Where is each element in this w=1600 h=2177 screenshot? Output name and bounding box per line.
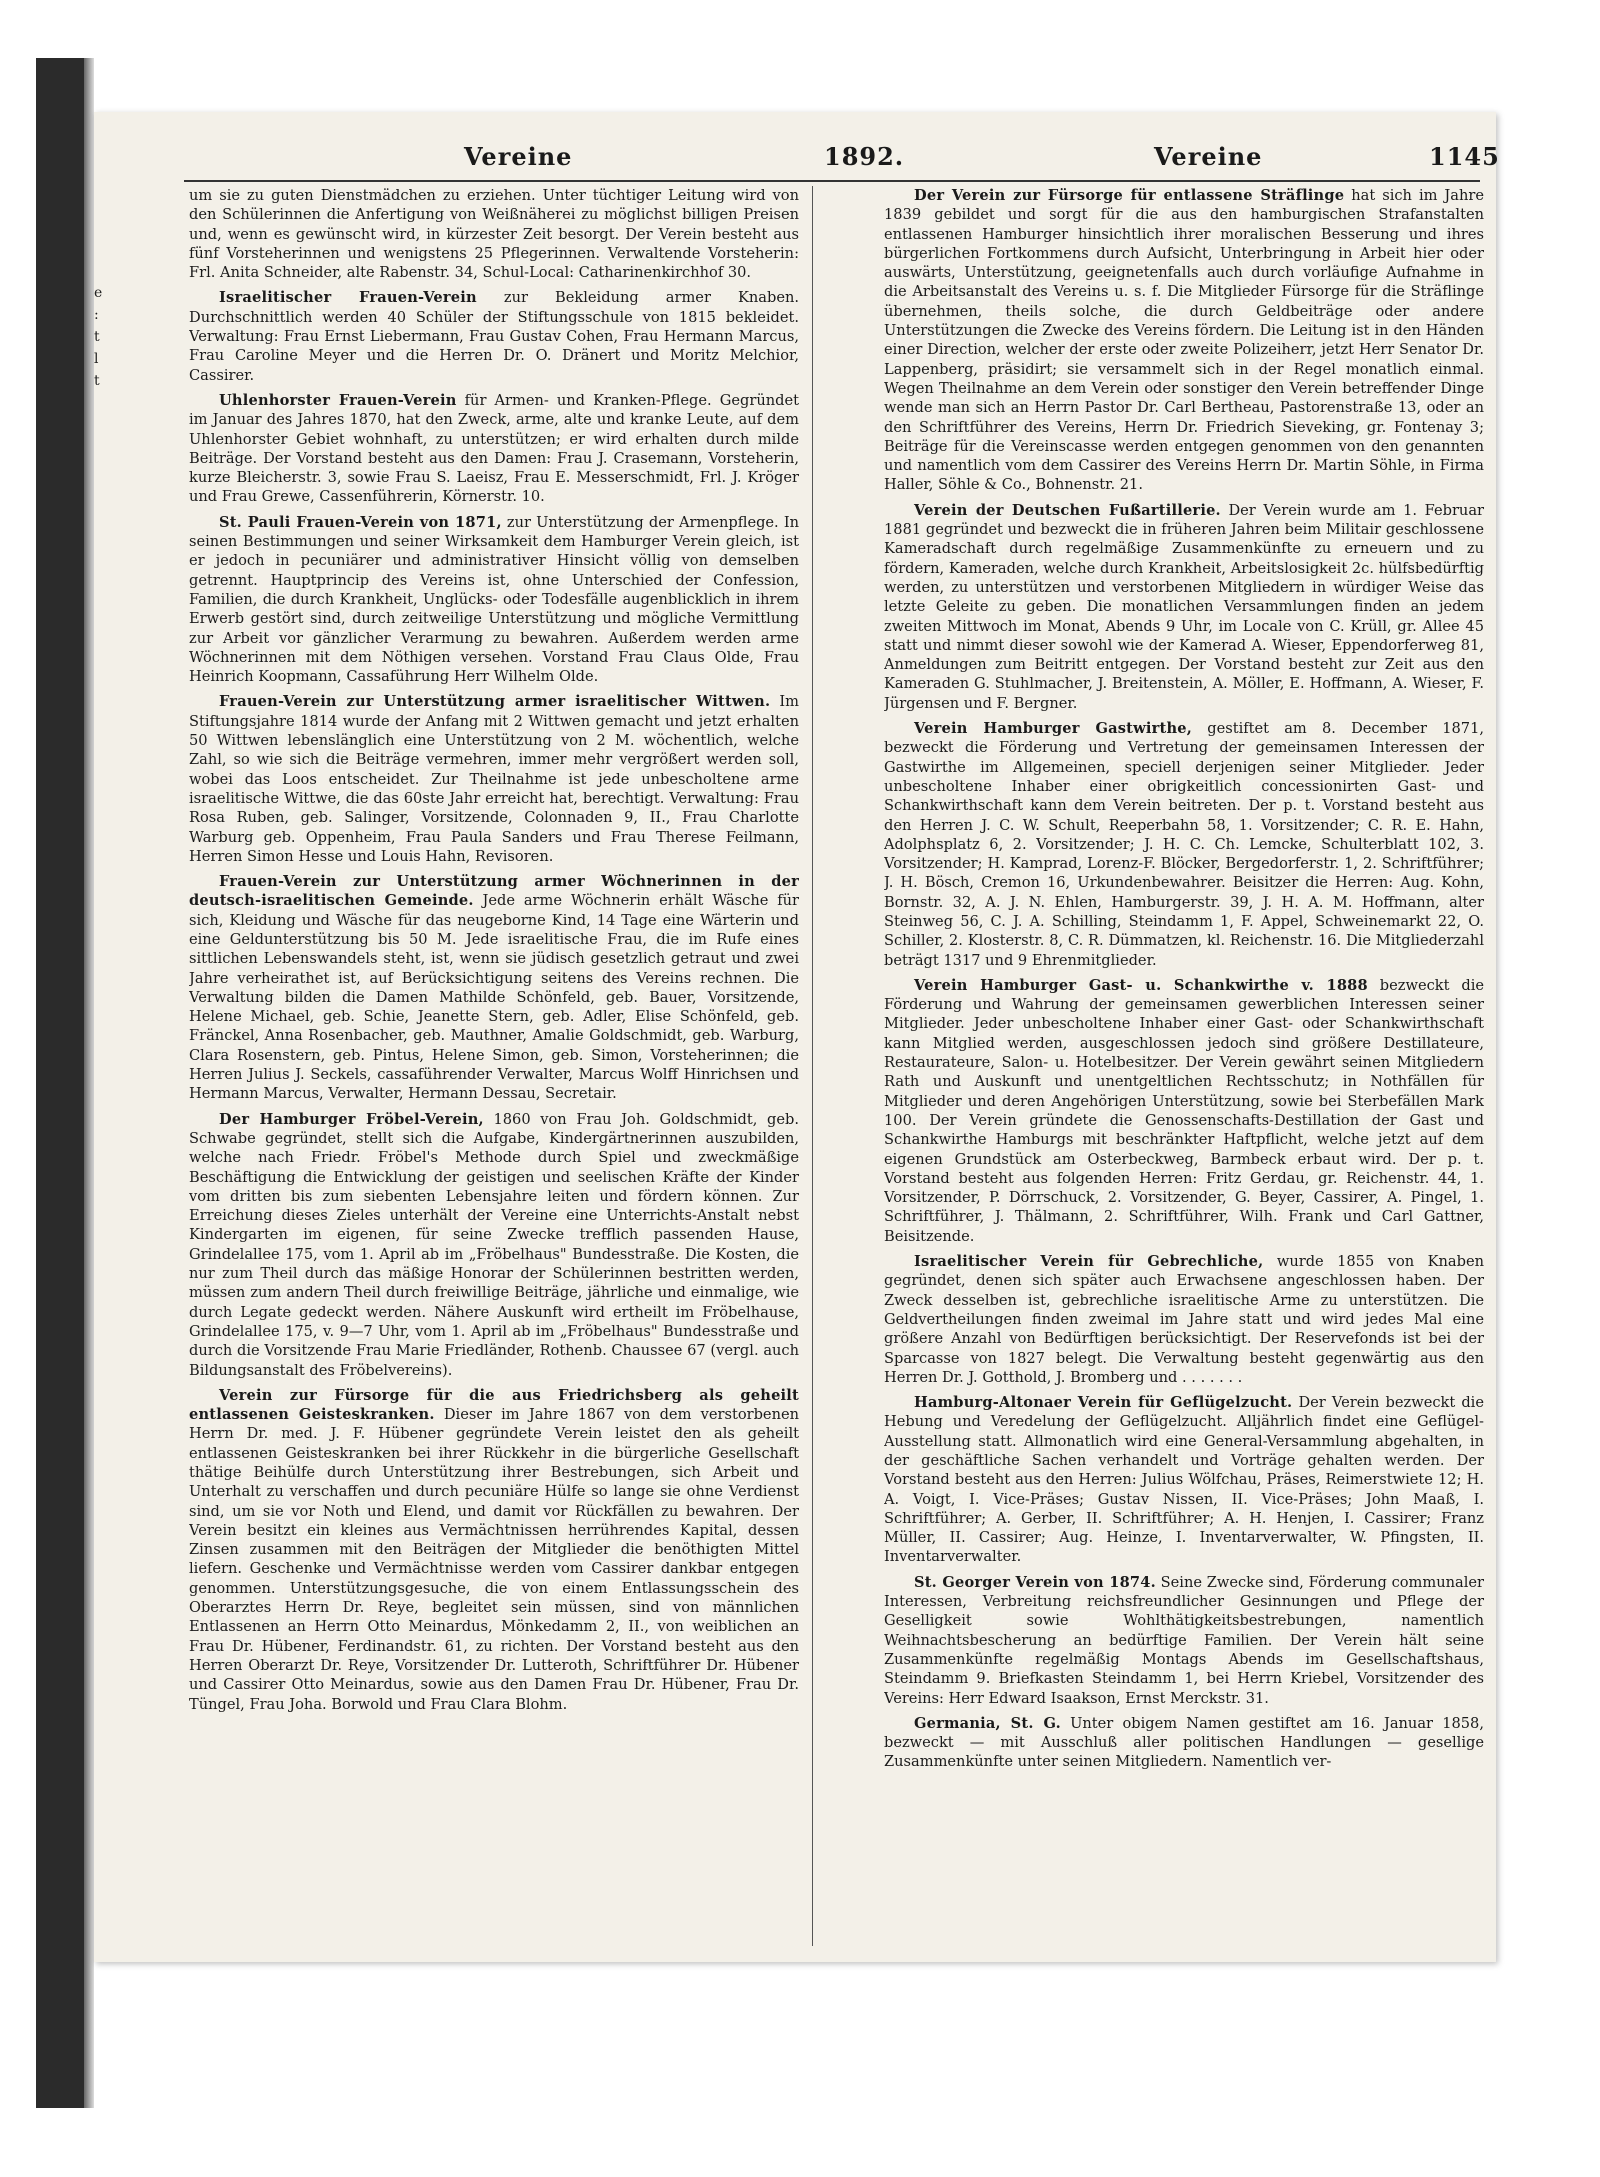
entry-uhlenhorster-frauen-verein: Uhlenhorster Frauen-Verein für Armen- und Kranken-Pflege. Gegründet im Januar des Jahres 1870, hat den Zweck, arme, alte und kranke Leute, auf dem Uhlenhorster Gebiet wohnhaft, zu unterstützen; er wird erhalten durch milde Beiträge. Der Vorstand besteht aus den Damen: Frau J. Crasemann, Vorsteherin, kurze Bleicherstr. 3, sowie Frau S. Laeisz, Frau E. Messerschmidt, Frl. J. Kröger und Frau Grewe, Cassenführerin, Körnerstr. 10.	[189, 391, 799, 506]
column-divider	[812, 186, 813, 1946]
margin-mark: t	[94, 329, 100, 345]
header-left-title: Vereine	[464, 142, 573, 171]
entry-gastwirthe-verein: Verein Hamburger Gastwirthe, gestiftet am 8. December 1871, bezweckt die Förderung und Vertretung der gemeinsamen Interessen der Gastwirthe im Allgemeinen, speciell derjenigen seiner Mitglieder. Jeder unbescholtene Inhaber einer obrigkeitlich concessionirten Gast- und Schankwirthschaft kann dem Verein beitreten. Der p. t. Vorstand besteht aus den Herren J. C. W. Schult, Reeperbahn 58, 1. Vorsitzender; C. R. E. Hahn, Adolphsplatz 6, 2. Vorsitzender; J. H. C. Ch. Lemcke, Schulterblatt 102, 3. Vorsitzender; H. Kamprad, Lorenz-F. Blöcker, Bergedorferstr. 1, 2. Schriftführer; J. H. Bösch, Cremon 16, Urkundenbewahrer. Beisitzer die Herren: Aug. Kohn, Bornstr. 32, A. J. N. Ehlen, Hamburgerstr. 39, J. H. A. M. Hoffmann, alter Steinweg 56, C. J. A. Schilling, Steindamm 1, F. Appel, Schweinemarkt 22, O. Schiller, 2. Klosterstr. 8, C. R. Dümmatzen, kl. Reichenstr. 16. Die Mitgliederzahl beträgt 1317 und 9 Ehrenmitglieder.	[884, 720, 1484, 969]
entry-froebel-verein: Der Hamburger Fröbel-Verein, 1860 von Frau Joh. Goldschmidt, geb. Schwabe gegründet, stellt sich die Aufgabe, Kindergärtnerinnen auszubilden, welche nach Friedr. Fröbel's Methode durch Spiel und zweckmäßige Beschäftigung die Entwicklung der geistigen und seelischen Kräfte der Kinder vom dritten bis zum siebenten Lebensjahre leiten und fördern können. Zur Erreichung dieses Zieles unterhält der Vereine eine Unterrichts-Anstalt nebst Kindergarten im eigenen, für seine Zwecke trefflich passenden Hause, Grindelallee 175, vom 1. April ab im „Fröbelhaus" Bundesstraße. Die Kosten, die nur zum Theil durch das mäßige Honorar der Schülerinnen bestritten werden, müssen zum andern Theil durch freiwillige Beiträge, jährliche und einmalige, wie durch Legate gedeckt werden. Nähere Auskunft wird ertheilt im Fröbelhause, Grindelallee 175, v. 9—7 Uhr, vom 1. April ab im „Fröbelhaus" Bundesstraße und durch die Vorsitzende Frau Marie Friedländer, Rothenb. Chaussee 67 (vergl. auch Bildungsanstalt des Fröbelvereins).	[189, 1110, 799, 1379]
page-number: 1145	[1429, 142, 1500, 171]
entry-continuation: um sie zu guten Dienstmädchen zu erziehen. Unter tüchtiger Leitung wird von den Schülerinnen die Anfertigung von Weißnäherei zu möglichst billigen Preisen und, wenn es gewünscht wird, in kürzester Zeit besorgt. Der Verein besteht aus fünf Vorsteherinnen und wenigstens 25 Pflegerinnen. Verwaltende Vorsteherin: Frl. Anita Schneider, alte Rabenstr. 34, Schul-Local: Catharinenkirchhof 30.	[189, 187, 799, 282]
book-spine	[36, 58, 84, 2108]
entry-straeflinge-verein: Der Verein zur Fürsorge für entlassene Sträflinge hat sich im Jahre 1839 gebildet und sorgt für die aus den hamburgischen Strafanstalten entlassenen Hamburger hinsichtlich ihrer moralischen Besserung und ihres bürgerlichen Fortkommens durch Aufsicht, Unterbringung in Arbeit hier oder auswärts, Unterstützung, geeignetenfalls auch durch vorläufige Aufnahme in die Arbeitsanstalt des Vereins u. s. f. Die Mitglieder Fürsorge für die Sträflinge übernehmen, theils solche, die durch Geldbeiträge oder andere Unterstützungen die Zwecke des Vereins fördern. Die Leitung ist in den Händen einer Direction, welcher der erste oder zweite Polizeiherr, jetzt Herr Senator Dr. Lappenberg, präsidirt; sie versammelt sich in der Regel monatlich einmal. Wegen Theilnahme an dem Verein oder sonstiger den Verein betreffender Dinge wende man sich an Herrn Pastor Dr. Carl Bertheau, Pastorenstraße 13, oder an den Schriftführer des Vereins, Herrn Dr. Friedrich Sieveking, gr. Fontenay 3; Beiträge für die Vereinscasse werden entgegen genommen von den genannten und namentlich vom dem Cassirer des Vereins Herrn Dr. Martin Söhle, in Firma Haller, Söhle & Co., Bohnenstr. 21.	[884, 187, 1484, 494]
header-rule	[184, 180, 1480, 182]
margin-mark: e	[94, 285, 103, 301]
margin-mark: l	[94, 351, 99, 367]
entry-gebrechliche-verein: Israelitischer Verein für Gebrechliche, wurde 1855 von Knaben gegründet, denen sich später auch Erwachsene angeschlossen haben. Der Zweck desselben ist, gebrechliche israelitische Arme zu unterstützen. Die Geldvertheilungen finden zweimal im Jahre statt und wird jedes Mal eine größere Anzahl von Bedürftigen berücksichtigt. Der Reservefonds ist bei der Sparcasse von 1827 belegt. Die Verwaltung besteht gegenwärtig aus den Herren Dr. J. Gotthold, J. Bromberg und . . . . . . .	[884, 1253, 1484, 1386]
entry-woechnerinnen-verein: Frauen-Verein zur Unterstützung armer Wöchnerinnen in der deutsch-israelitischen Gemeinde. Jede arme Wöchnerin erhält Wäsche für sich, Kleidung und Wäsche für das neugeborne Kind, 14 Tage eine Wärterin und eine Geldunterstützung bis 50 M. Jede israelitische Frau, die im Rufe eines sittlichen Lebenswandels steht, ist, wenn sie jüdisch gesetzlich getraut und zwei Jahre verheirathet ist, auf Berücksichtigung seitens des Vereins rechnen. Die Verwaltung bilden die Damen Mathilde Schönfeld, geb. Bauer, Vorsitzende, Helene Michael, geb. Schie, Jeanette Stern, geb. Adler, Elise Schönfeld, geb. Fränckel, Anna Rosenbacher, geb. Mauthner, Amalie Goldschmidt, geb. Warburg, Clara Rosenstern, geb. Pintus, Helene Simon, geb. Simon, Vorsteherinnen; die Herren Julius J. Seckels, cassaführender Verwalter, Marcus Wolff Hinrichsen und Hermann Marcus, Verwalter, Hermann Dessau, Secretair.	[189, 873, 799, 1103]
entry-geisteskranken-verein: Verein zur Fürsorge für die aus Friedrichsberg als geheilt entlassenen Geisteskranken. Dieser im Jahre 1867 von dem verstorbenen Herrn Dr. med. J. F. Hübener gegründete Verein leistet den als geheilt entlassenen Geisteskranken bei ihrer Rückkehr in die bürgerliche Gesellschaft thätige Beihülfe durch Unterstützung ihrer Bestrebungen, sich Arbeit und Unterhalt zu verschaffen und durch pecuniäre Hülfe so lange sie ohne Verdienst sind, um sie vor Noth und Elend, und damit vor Rückfällen zu bewahren. Der Verein besitzt ein kleines aus Vermächtnissen herrührendes Kapital, dessen Zinsen zusammen mit den Beiträgen der Mitglieder die benöthigten Mittel liefern. Geschenke und Vermächtnisse werden vom Cassirer dankbar entgegen genommen. Unterstützungsgesuche, die von einem Entlassungsschein des Oberarztes Herrn Dr. Reye, begleitet sein müssen, sind von männlichen Entlassenen an Herrn Otto Meinardus, Mönkedamm 2, II., von weiblichen an Frau Dr. Hübener, Ferdinandstr. 61, zu richten. Der Vorstand besteht aus den Herren Oberarzt Dr. Reye, Vorsitzender Dr. Lutteroth, Schriftführer Dr. Hübener und Cassirer Otto Meinardus, sowie aus den Damen Frau Dr. Hübener, Frau Dr. Tüngel, Frau Joha. Borwold und Frau Clara Blohm.	[189, 1386, 799, 1713]
margin-marks	[94, 282, 116, 392]
right-column	[884, 186, 1484, 1946]
margin-mark: :	[94, 307, 99, 323]
document-page	[94, 112, 1500, 1962]
spine-shadow	[84, 58, 94, 2108]
header-right-title: Vereine	[1154, 142, 1263, 171]
header-year: 1892.	[824, 142, 905, 171]
entry-wittwen-verein: Frauen-Verein zur Unterstützung armer israelitischer Wittwen. Im Stiftungsjahre 1814 wurde der Anfang mit 2 Wittwen gemacht und jetzt erhalten 50 Wittwen lebenslänglich eine Unterstützung von 2 M. wöchentlich, welche Zahl, so wie sich die Beiträge vermehren, immer mehr vergrößert werden soll, wobei das Loos entscheidet. Zur Theilnahme ist jede unbescholtene arme israelitische Wittwe, die das 60ste Jahr erreicht hat, berechtigt. Verwaltung: Frau Rosa Ruben, geb. Salinger, Vorsitzende, Colonnaden 9, II., Frau Charlotte Warburg geb. Oppenheim, Frau Paula Sanders und Frau Therese Feilmann, Herren Simon Hesse und Louis Hahn, Revisoren.	[189, 693, 799, 865]
entry-st-pauli-frauen-verein: St. Pauli Frauen-Verein von 1871, zur Unterstützung der Armenpflege. In seinen Bestimmungen und seiner Wirksamkeit dem Hamburger Verein gleich, ist er jedoch in pecuniärer und administrativer Hinsicht völlig von demselben getrennt. Hauptprincip des Vereins ist, ohne Unterschied der Confession, Familien, die durch Krankheit, Unglücks- oder Todesfälle augenblicklich in ihrem Erwerb gestört sind, durch zeitweilige Unterstützung und mögliche Vermittlung zur Arbeit vor gänzlicher Verarmung zu bewahren. Außerdem werden arme Wöchnerinnen mit dem Nöthigen versehen. Vorstand Frau Claus Olde, Frau Heinrich Koopmann, Cassaführung Herr Wilhelm Olde.	[189, 513, 799, 686]
page-header	[164, 142, 1500, 182]
entry-israelitischer-frauen-verein: Israelitischer Frauen-Verein zur Bekleidung armer Knaben. Durchschnittlich werden 40 Schüler der Stiftungsschule von 1815 bekleidet. Verwaltung: Frau Ernst Liebermann, Frau Gustav Cohen, Frau Hermann Marcus, Frau Caroline Meyer und die Herren Dr. O. Dränert und Moritz Melchior, Cassirer.	[189, 289, 799, 384]
entry-schankwirthe-verein: Verein Hamburger Gast- u. Schankwirthe v. 1888 bezweckt die Förderung und Wahrung der gemeinsamen gewerblichen Interessen seiner Mitglieder. Jeder unbescholtene Inhaber einer Gast- oder Schankwirthschaft kann Mitglied werden, ausgeschlossen jedoch sind größere Destillateure, Restaurateure, Salon- u. Hotelbesitzer. Der Verein gewährt seinen Mitgliedern Rath und Auskunft und unentgeltlichen Rechtsschutz; in Nothfällen für Mitglieder und deren Angehörigen Unterstützung, sowie bei Sterbefällen Mark 100. Der Verein gründete die Genossenschafts-Destillation der Gast und Schankwirthe Hamburgs mit beschränkter Haftpflicht, welche jetzt auf dem eigenen Grundstück am Osterbeckweg, Barmbeck erbaut wird. Der p. t. Vorstand besteht aus folgenden Herren: Fritz Gerdau, gr. Reichenstr. 44, 1. Vorsitzender, P. Dörrschuck, 2. Vorsitzender, G. Beyer, Cassirer, A. Pingel, 1. Schriftführer, J. Thälmann, 2. Schriftführer, Wilh. Frank und Carl Gattner, Beisitzende.	[884, 976, 1484, 1245]
left-column	[189, 186, 799, 1946]
margin-mark: t	[94, 373, 100, 389]
entry-st-georger-verein: St. Georger Verein von 1874. Seine Zwecke sind, Förderung communaler Interessen, Verbreitung reichsfreundlicher Gesinnungen und Pflege der Geselligkeit sowie Wohlthätigkeitsbestrebungen, namentlich Weihnachtsbescherung an bedürftige Familien. Der Verein hält seine Zusammenkünfte regelmäßig Montags Abends im Gesellschaftshaus, Steindamm 9. Briefkasten Steindamm 1, bei Herrn Kriebel, Vorsitzender des Vereins: Herr Edward Isaakson, Ernst Merckstr. 31.	[884, 1573, 1484, 1707]
entry-fussartillerie-verein: Verein der Deutschen Fußartillerie. Der Verein wurde am 1. Februar 1881 gegründet und bezweckt die in früheren Jahren beim Militair geschlossene Kameradschaft durch regelmäßige Zusammenkünfte zu erneuern und zu fördern, Kameraden, welche durch Krankheit, Arbeitslosigkeit 2c. hülfsbedürftig werden, zu unterstützen und verstorbenen Mitgliedern in würdiger Weise das letzte Geleite zu geben. Die monatlichen Versammlungen finden an jedem zweiten Mittwoch im Monat, Abends 9 Uhr, im Locale von C. Krüll, gr. Allee 45 statt und nimmt dieser sowohl wie der Kamerad A. Wieser, Eppendorferweg 81, Anmeldungen zum Beitritt entgegen. Der Vorstand besteht zur Zeit aus den Kameraden G. Stuhlmacher, J. Breitenstein, A. Möller, E. Hoffmann, A. Wieser, F. Jürgensen und F. Bergner.	[884, 501, 1484, 712]
entry-gefluegelzucht-verein: Hamburg-Altonaer Verein für Geflügelzucht. Der Verein bezweckt die Hebung und Veredelung der Geflügelzucht. Alljährlich findet eine Geflügel-Ausstellung statt. Allmonatlich wird eine General-Versammlung abgehalten, in der geschäftliche Sachen verhandelt und Vorträge gehalten werden. Der Vorstand besteht aus den Herren: Julius Wölfchau, Präses, Reimerstwiete 12; H. A. Voigt, I. Vice-Präses; Gustav Nissen, II. Vice-Präses; John Maaß, I. Schriftführer; A. Gerber, II. Schriftführer; A. H. Henjen, I. Cassirer; Franz Müller, II. Cassirer; Aug. Heinze, I. Inventarverwalter, W. Pfingsten, II. Inventarverwalter.	[884, 1394, 1484, 1566]
entry-germania: Germania, St. G. Unter obigem Namen gestiftet am 16. Januar 1858, bezweckt — mit Ausschluß aller politischen Handlungen — gesellige Zusammenkünfte unter seinen Mitgliedern. Namentlich ver-	[884, 1714, 1484, 1771]
